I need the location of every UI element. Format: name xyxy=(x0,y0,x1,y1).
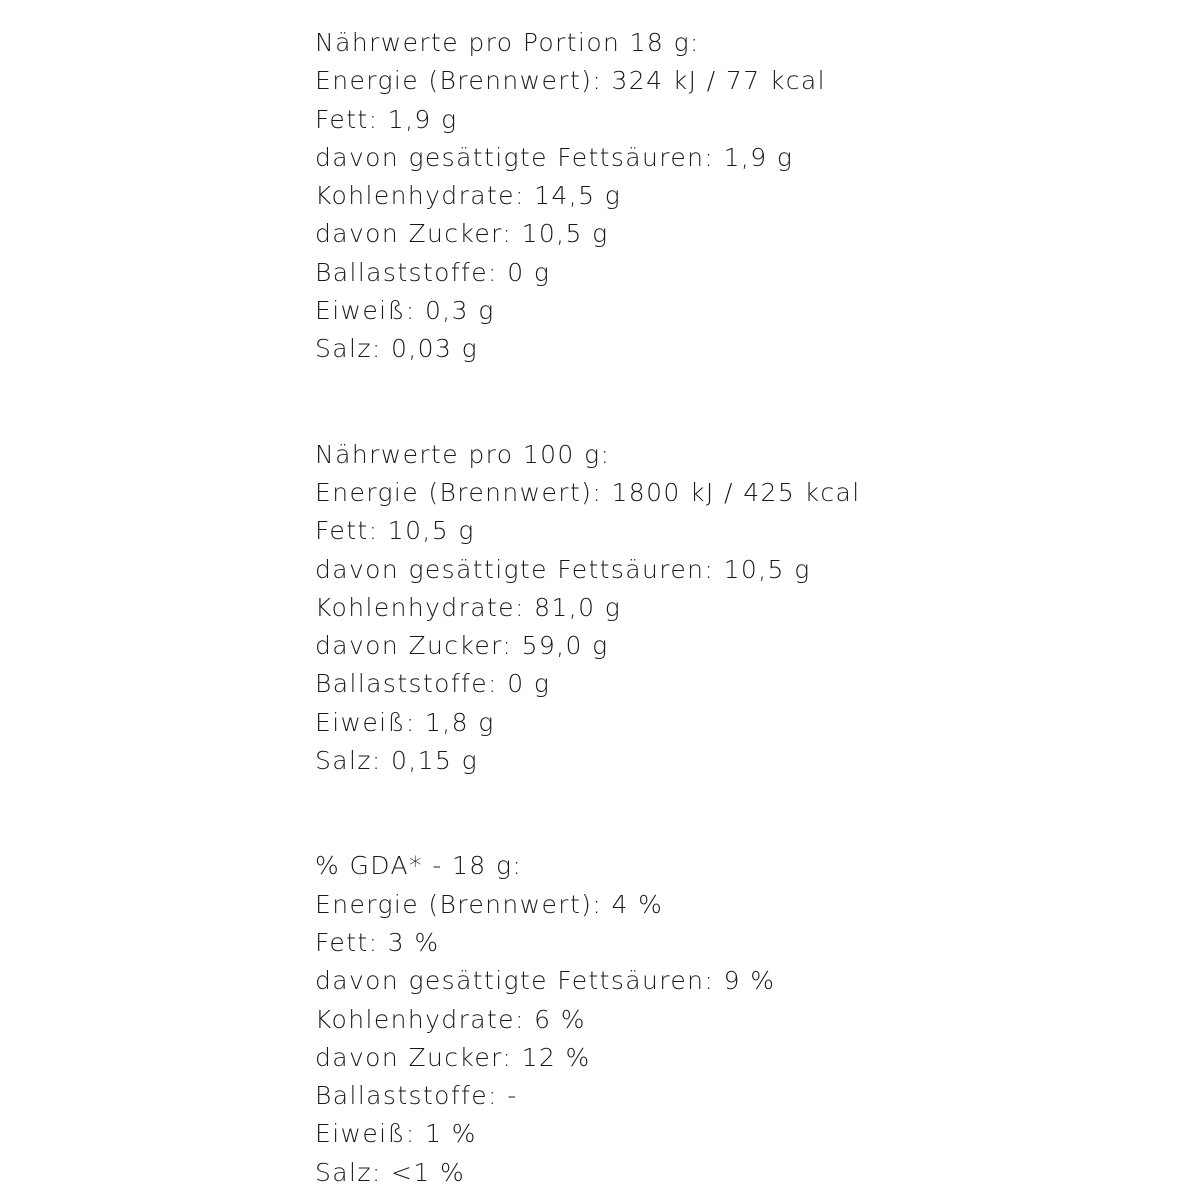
nutrition-line: Salz: <1 % xyxy=(315,1157,466,1187)
nutrition-line: davon gesättigte Fettsäuren: 10,5 g xyxy=(315,554,811,584)
nutrition-line: davon gesättigte Fettsäuren: 9 % xyxy=(315,966,776,996)
gda-section xyxy=(315,847,1175,1192)
nutrition-per-100g-section xyxy=(315,436,1175,781)
nutrition-line: Eiweiß: 1,8 g xyxy=(315,707,495,737)
nutrition-line: Ballaststoffe: 0 g xyxy=(315,257,551,287)
nutrition-line: Kohlenhydrate: 14,5 g xyxy=(315,181,622,211)
nutrition-line: Ballaststoffe: 0 g xyxy=(315,669,551,699)
nutrition-document xyxy=(315,24,1175,1192)
nutrition-line: Energie (Brennwert): 324 kJ / 77 kcal xyxy=(315,66,826,96)
nutrition-line: davon gesättigte Fettsäuren: 1,9 g xyxy=(315,142,794,172)
nutrition-line: Eiweiß: 0,3 g xyxy=(315,296,495,326)
nutrition-line: Kohlenhydrate: 81,0 g xyxy=(315,592,622,622)
nutrition-line: Fett: 3 % xyxy=(315,927,440,957)
nutrition-line: davon Zucker: 12 % xyxy=(315,1042,591,1072)
section-heading: % GDA* - 18 g: xyxy=(315,851,523,881)
nutrition-line: davon Zucker: 10,5 g xyxy=(315,219,609,249)
nutrition-per-portion-section xyxy=(315,24,1175,369)
section-heading: Nährwerte pro 100 g: xyxy=(315,439,611,469)
nutrition-line: Fett: 10,5 g xyxy=(315,516,475,546)
nutrition-line: Energie (Brennwert): 4 % xyxy=(315,889,664,919)
nutrition-line: Kohlenhydrate: 6 % xyxy=(315,1004,586,1034)
nutrition-line: Eiweiß: 1 % xyxy=(315,1119,477,1149)
nutrition-line: Fett: 1,9 g xyxy=(315,104,458,134)
nutrition-line: Energie (Brennwert): 1800 kJ / 425 kcal xyxy=(315,477,861,507)
nutrition-line: Salz: 0,03 g xyxy=(315,334,479,364)
section-heading: Nährwerte pro Portion 18 g: xyxy=(315,28,700,57)
nutrition-line: Salz: 0,15 g xyxy=(315,746,479,776)
nutrition-line: davon Zucker: 59,0 g xyxy=(315,631,609,661)
nutrition-line: Ballaststoffe: - xyxy=(315,1081,518,1111)
